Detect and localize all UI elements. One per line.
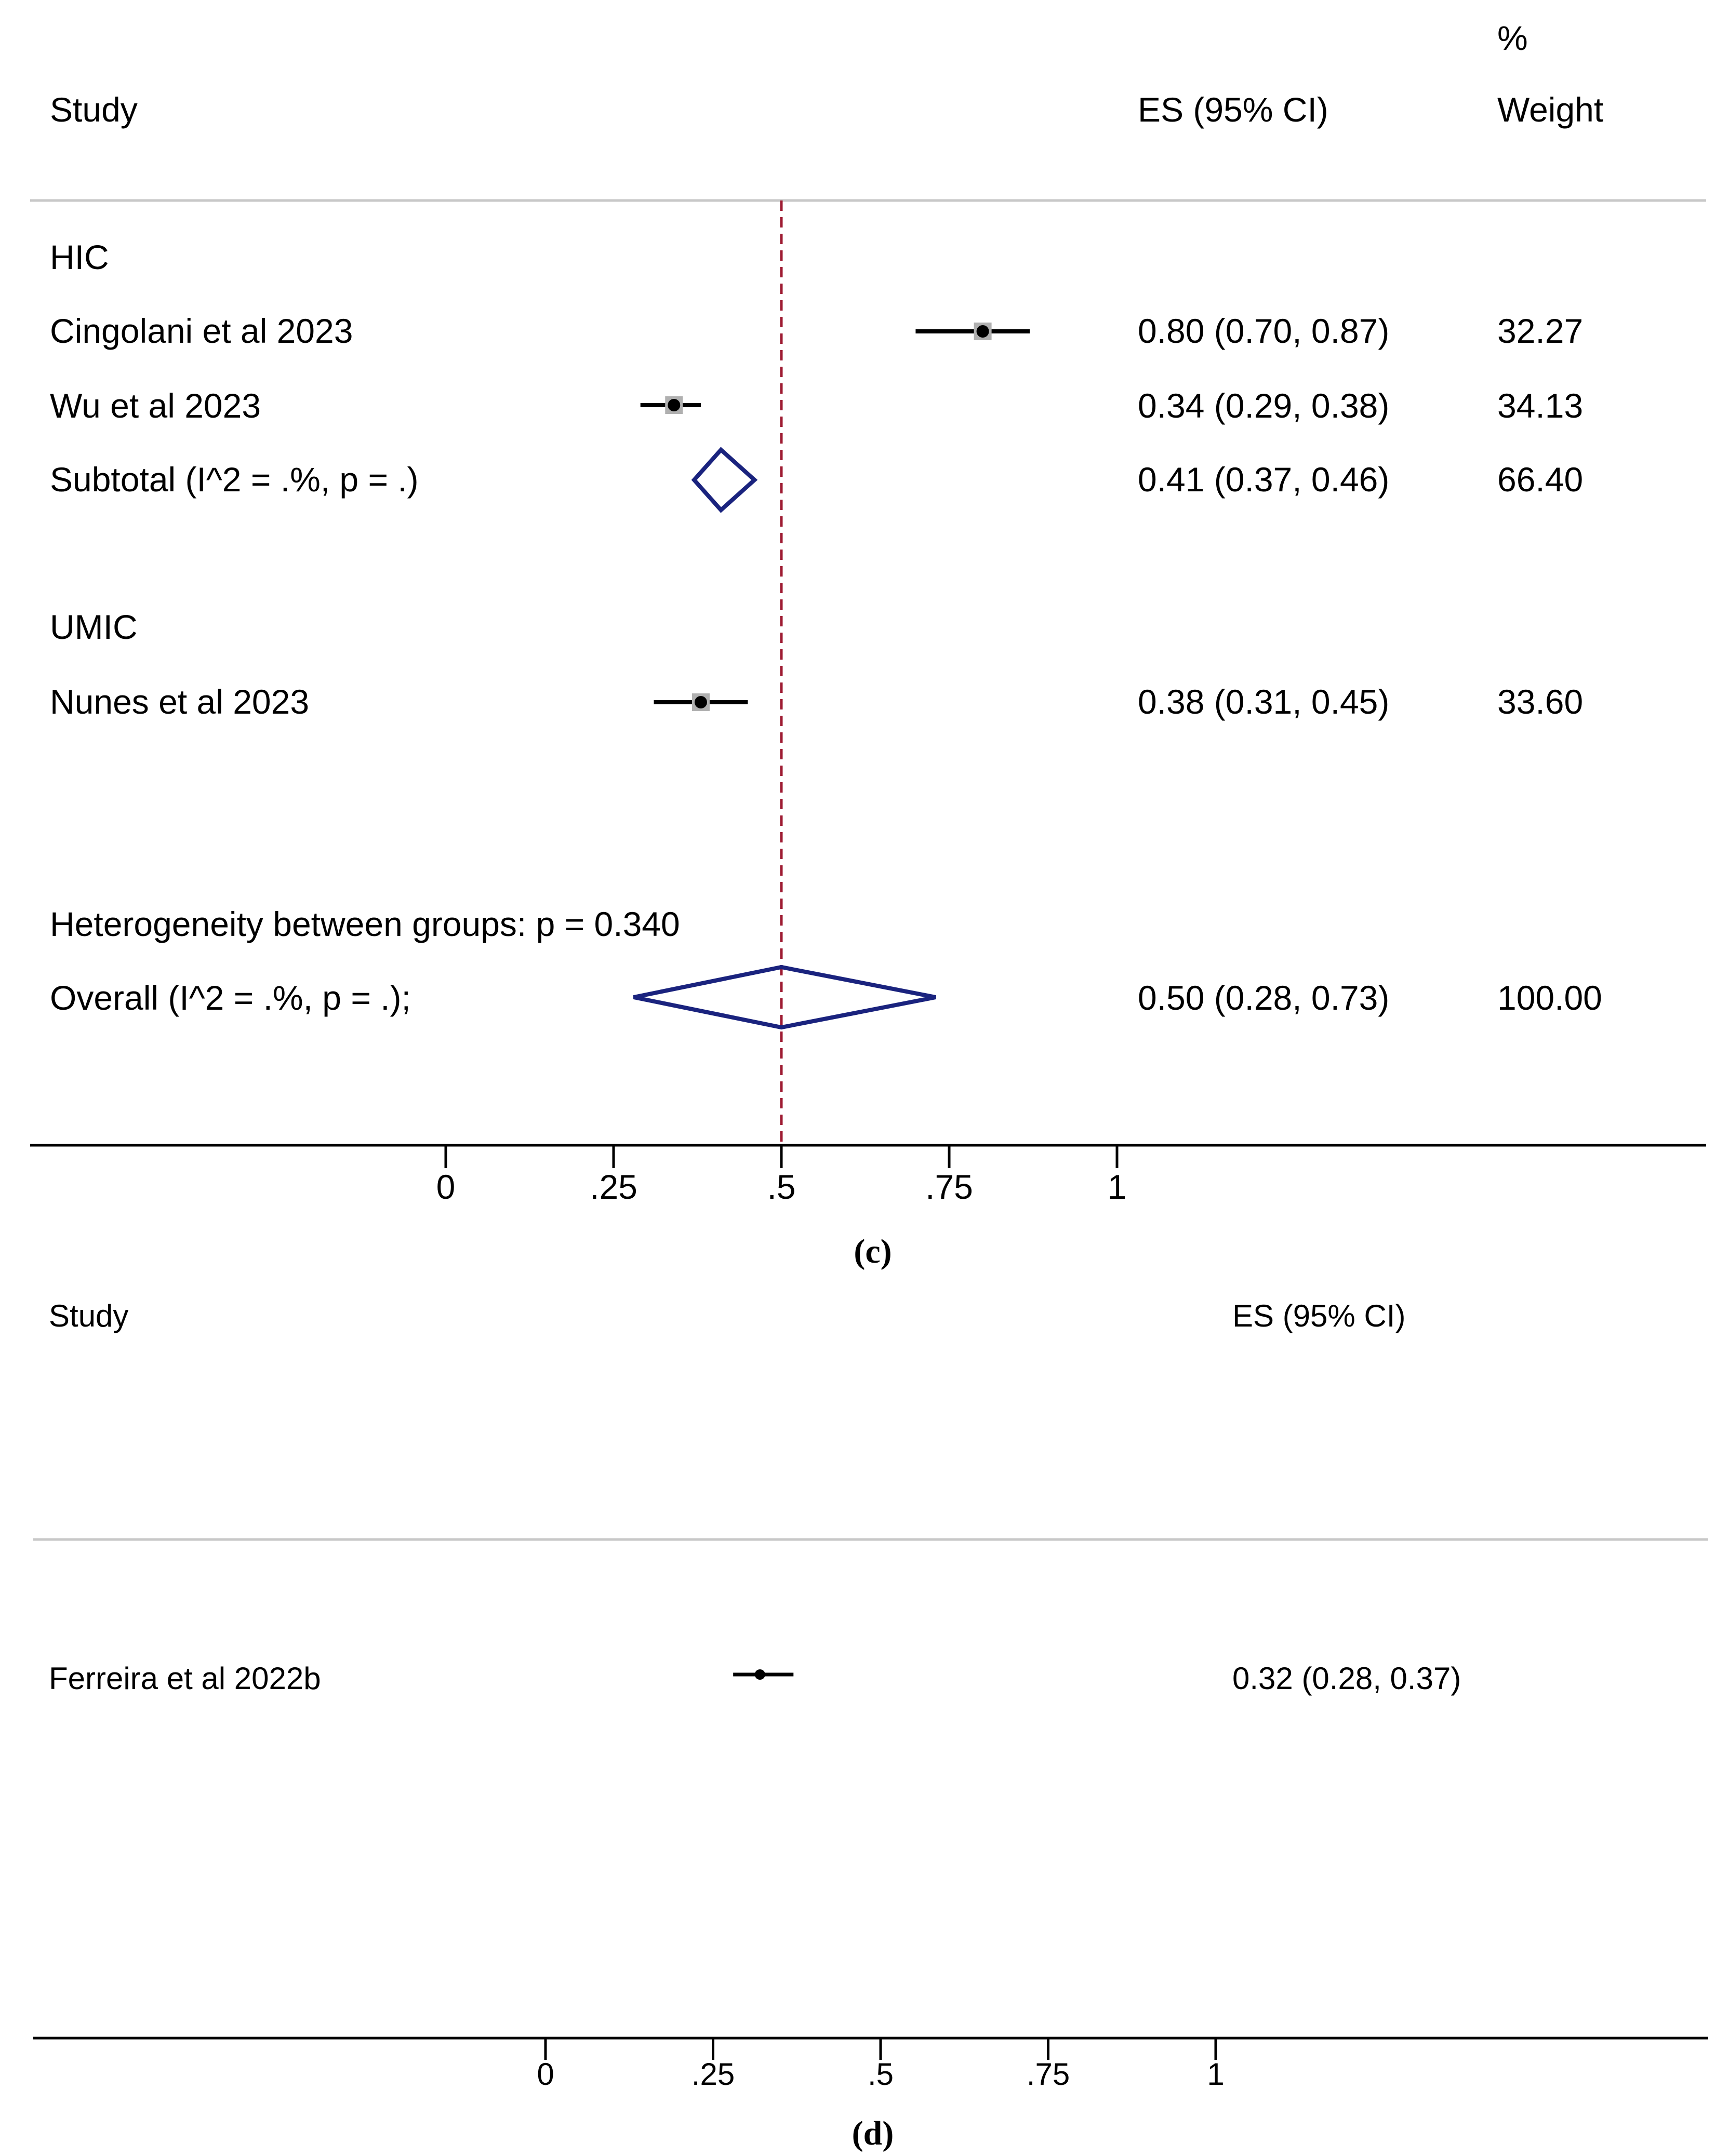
group-label-hic: HIC [50, 238, 109, 276]
x-tick-label: .5 [767, 1168, 796, 1206]
caption-c: (c) [854, 1233, 892, 1270]
overall-label: Overall (I^2 = .%, p = .); [50, 979, 411, 1017]
x-tick-label: 1 [1207, 2057, 1225, 2092]
es-header: ES (95% CI) [1138, 90, 1328, 129]
x-tick-label: 0 [537, 2057, 554, 2092]
study-es: 0.34 (0.29, 0.38) [1138, 386, 1390, 425]
point-estimate [695, 696, 707, 708]
study-name: Cingolani et al 2023 [50, 312, 353, 350]
x-tick-label: 0 [436, 1168, 456, 1206]
x-tick-label: .75 [925, 1168, 973, 1206]
x-tick-label: 1 [1107, 1168, 1127, 1206]
x-tick-label: .25 [691, 2057, 735, 2092]
subtotal-weight: 66.40 [1497, 460, 1584, 499]
point-estimate [755, 1669, 765, 1680]
point-estimate [668, 399, 680, 411]
study-header: Study [50, 90, 138, 129]
study-header: Study [49, 1298, 129, 1333]
study-weight: 33.60 [1497, 682, 1584, 721]
es-header: ES (95% CI) [1232, 1298, 1406, 1333]
subtotal-label: Subtotal (I^2 = .%, p = .) [50, 460, 419, 499]
summary-diamond [634, 967, 936, 1027]
study-weight: 32.27 [1497, 312, 1584, 350]
heterogeneity-text: Heterogeneity between groups: p = 0.340 [50, 905, 680, 943]
study-name: Nunes et al 2023 [50, 682, 310, 721]
overall-es: 0.50 (0.28, 0.73) [1138, 979, 1390, 1017]
caption-d: (d) [852, 2114, 894, 2152]
study-name: Wu et al 2023 [50, 386, 261, 425]
weight-header: Weight [1497, 90, 1604, 129]
x-tick-label: .25 [590, 1168, 637, 1206]
study-es: 0.80 (0.70, 0.87) [1138, 312, 1390, 350]
group-label-umic: UMIC [50, 608, 138, 646]
x-tick-label: .5 [867, 2057, 894, 2092]
summary-diamond [694, 450, 754, 510]
study-weight: 34.13 [1497, 386, 1584, 425]
overall-weight: 100.00 [1497, 979, 1602, 1017]
point-estimate [977, 325, 989, 338]
subtotal-es: 0.41 (0.37, 0.46) [1138, 460, 1390, 499]
study-es: 0.38 (0.31, 0.45) [1138, 682, 1390, 721]
study-es: 0.32 (0.28, 0.37) [1232, 1661, 1461, 1696]
x-tick-label: .75 [1026, 2057, 1070, 2092]
study-name: Ferreira et al 2022b [49, 1661, 321, 1696]
weight-pct-header: % [1497, 19, 1528, 57]
